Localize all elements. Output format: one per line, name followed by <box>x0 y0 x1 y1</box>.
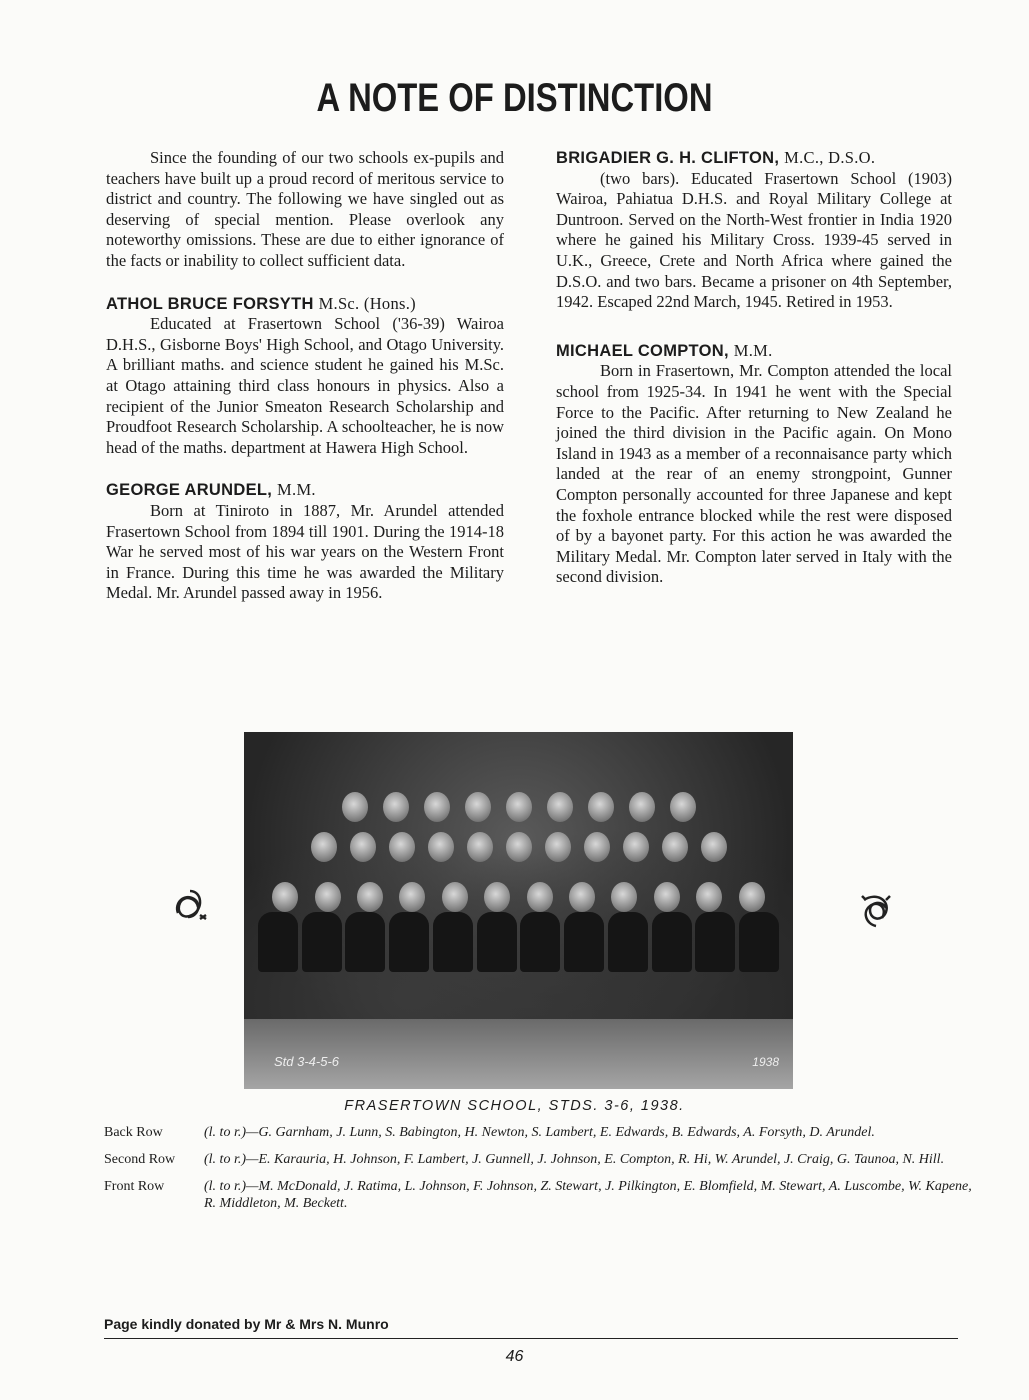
photo-front-row-heads <box>244 882 793 912</box>
row-names: (l. to r.)—E. Karauria, H. Johnson, F. Lambert, J. Gunnell, J. Johnson, E. Compton, R. Hi, W. Arundel, J. Craig, G. Taunoa, N. Hill. <box>204 1152 945 1167</box>
row-names: (l. to r.)—M. McDonald, J. Ratima, L. Johnson, F. Johnson, Z. Stewart, J. Pilkington, E. Blomfield, M. Stewart, A. Luscombe, W. Kapene, R. Middleton, M. Beckett. <box>204 1179 972 1211</box>
entry-name: MICHAEL COMPTON, <box>556 341 729 360</box>
entry-heading <box>556 148 952 169</box>
entry-honours: M.Sc. (Hons.) <box>318 293 416 313</box>
celtic-knot-icon <box>170 885 210 925</box>
page-title: A NOTE OF DISTINCTION <box>316 76 713 120</box>
entry-text: Born in Frasertown, Mr. Compton attended the local school from 1925-34. In 1941 he went with the Special Force to the Pacific. After returning to New Zealand he joined the third division in the Pacific again. On Mono Island in 1943 as a member of a reconnaisance party which landed at the rear of an enemy strongpoint, Gunner Compton personally accounted for three Japanese and kept the foxhole entrance blocked while the rest were disposed of by a bayonet party. For this action he was awarded the Military Medal. Mr. Compton later served in Italy with the second division. <box>556 361 952 587</box>
row-names: (l. to r.)—G. Garnham, J. Lunn, S. Babington, H. Newton, S. Lambert, E. Edwards, B. Edwards, A. Forsyth, D. Arundel. <box>204 1125 875 1140</box>
photo-inscription: Std 3-4-5-6 <box>274 1054 340 1069</box>
entry-name: GEORGE ARUNDEL, <box>106 481 273 500</box>
entry-honours: M.C., D.S.O. <box>784 148 876 167</box>
entry-clifton <box>556 148 952 313</box>
intro-paragraph: Since the founding of our two schools ex-pupils and teachers have built up a proud record of meritous service to district and country. The following we have singled out as deserving of special mention. Please overlook any noteworthy omissions. These are due to either ignorance of the facts or inability to collect sufficient data. <box>106 148 504 270</box>
entry-name: BRIGADIER G. H. CLIFTON, <box>556 149 780 167</box>
entry-honours: M.M. <box>277 480 316 500</box>
entry-compton <box>556 341 952 588</box>
photo-second-row <box>244 832 793 862</box>
name-row <box>104 1178 974 1212</box>
page-number: 46 <box>505 1348 524 1365</box>
entry-honours: M.M. <box>733 340 773 360</box>
entry-text: Educated at Frasertown School ('36-39) Wairoa D.H.S., Gisborne Boys' High School, and Otago University. A brilliant maths. and science student he gained his M.Sc. at Otago attaining third class honours in physics. Also a recipient of the Junior Smeaton Research Scholarship and Proudfoot Research Scholarship. A schoolteacher, he is now head of the maths. department at Hawera High School. <box>106 314 504 457</box>
left-column <box>106 148 504 604</box>
photo-caption: FRASERTOWN SCHOOL, STDS. 3-6, 1938. <box>344 1098 685 1114</box>
name-row <box>104 1124 974 1141</box>
footer-divider <box>104 1338 958 1339</box>
entry-heading <box>106 480 504 501</box>
row-label: Front Row <box>104 1179 165 1194</box>
photo-front-row-bodies <box>244 912 793 972</box>
entry-name: ATHOL BRUCE FORSYTH <box>106 294 314 313</box>
donation-note: Page kindly donated by Mr & Mrs N. Munro <box>104 1316 389 1332</box>
entry-text: (two bars). Educated Frasertown School (1903) Wairoa, Pahiatua D.H.S. and Royal Military College at Duntroon. Served on the North-West frontier in India 1920 where he gained his Military Cross. 1939-45 served in U.K., Greece, Crete and North Africa where gained the D.S.O. and two bars. Became a prisoner on 4th September, 1942. Escaped 22nd March, 1945. Retired in 1953. <box>556 168 952 312</box>
name-row <box>104 1151 974 1168</box>
photo-year: 1938 <box>752 1055 779 1069</box>
entry-forsyth <box>106 294 504 459</box>
class-photo <box>244 732 793 1089</box>
row-label: Second Row <box>104 1152 176 1167</box>
entry-text: Born at Tiniroto in 1887, Mr. Arundel attended Frasertown School from 1894 till 1901. During the 1914-18 War he served most of his war years on the Western Front in France. During this time he was awarded the Military Medal. Mr. Arundel passed away in 1956. <box>106 500 504 603</box>
right-column <box>556 148 952 588</box>
entry-heading <box>106 294 504 315</box>
entry-arundel <box>106 480 504 604</box>
row-label: Back Row <box>104 1125 163 1140</box>
photo-name-rows <box>104 1124 974 1222</box>
photo-back-row <box>244 792 793 822</box>
celtic-knot-icon <box>856 890 896 930</box>
entry-heading <box>556 341 952 362</box>
